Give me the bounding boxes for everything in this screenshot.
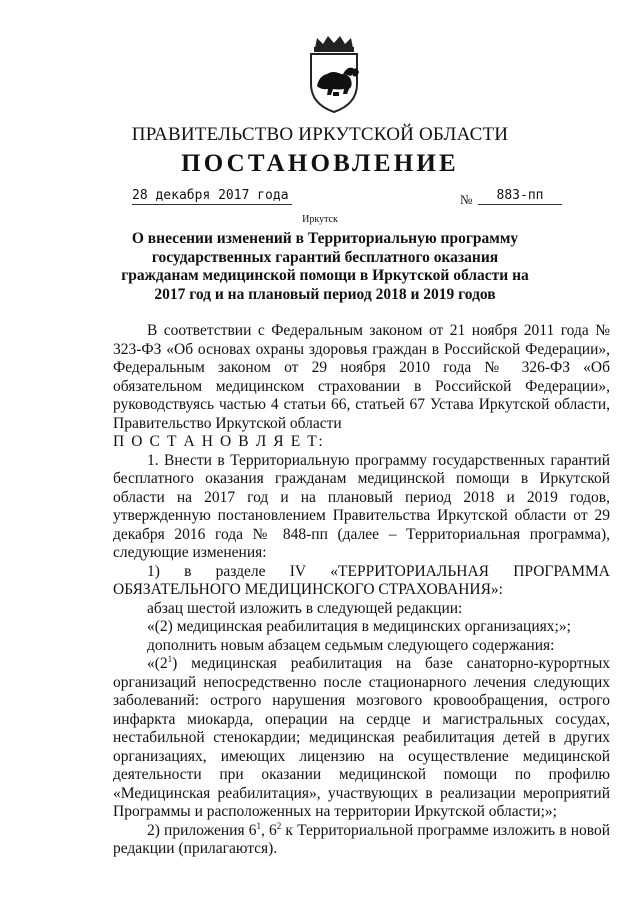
text-part: к Территориальной программе изложить в новой редакции (прилагаются). [113,821,611,857]
preamble-paragraph: В соответствии с Федеральным законом от 21 ноября 2011 года № 323-ФЗ «Об основах охраны здоровья граждан в Российской Федерации», Федеральным законом от 29 ноября 2010 года № 326-ФЗ «Об обязательном медицинском страховании в Российской Федерации», руководствуясь частью 4 статьи 66, статьей 67 Устава Иркутской области, Правительство Иркутской области [113,322,610,432]
document-body [113,322,610,859]
resolves-heading: П О С Т А Н О В Л Я Е Т: [113,433,325,450]
paragraph-quote-2-1 [113,655,610,822]
text-part: , 6 [261,821,277,839]
subitem-word: в [184,562,192,580]
quote-open: «(2 [147,655,168,672]
superscript: 1 [256,820,261,831]
subitem-word: IV [289,562,307,580]
city-name: Иркутск [302,214,338,225]
document-type-heading: ПОСТАНОВЛЕНИЕ [181,150,459,177]
paragraph-item-2 [113,822,610,859]
superscript: 1 [167,653,173,664]
paragraph-quote-2: «(2) медицинская реабилитация в медицинских организациях;»; [147,618,571,635]
subitem-1-line [113,563,610,582]
quote-text: ) медицинская реабилитация на базе санаторно-курортных организаций непосредственно после стационарного лечения следующих заболеваний: острого нарушения мозгового кровообращения, острого инфаркта миокарда, операции на сердце и магистральных сосудах, нестабильной стенокардии; медицинская реабилитация детей в других организациях, имеющих лицензию на осуществление медицинской деятельности при оказании медицинской помощи по профилю «Медицинская реабилитация», участвующих в реализации мероприятий Программы и расположенных на территории Иркутской области;»; [113,655,610,820]
paragraph-item-1: 1. Внести в Территориальную программу государственных гарантий бесплатного оказания гражданам медицинской помощи в Иркутской области на 2017 год и на плановый период 2018 и 2019 годов, утвержденную постановлением Правительства Иркутской области от 29 декабря 2016 года № 848-пп (далее – Территориальная программа), следующие изменения: [113,451,610,561]
subitem-word: «ТЕРРИТОРИАЛЬНАЯ [330,562,490,580]
paragraph-add-seventh: дополнить новым абзацем седьмым следующего содержания: [147,636,555,654]
number-sign: № [460,192,473,207]
superscript: 2 [276,820,282,831]
paragraph-sixth: абзац шестой изложить в следующей редакции: [147,599,463,617]
document-title: О внесении изменений в Территориальную программу государственных гарантий бесплатного оказания гражданам медицинской помощи в Иркутской области на 2017 год и на плановый период 2018 и 2019 годов [121,230,529,303]
subitem-1-continuation: ОБЯЗАТЕЛЬНОГО МЕДИЦИНСКОГО СТРАХОВАНИЯ»: [113,581,503,598]
decree-number: 883-пп [478,188,562,205]
subitem-word: разделе [215,562,266,580]
decree-date: 28 декабря 2017 года [132,188,292,205]
coat-of-arms-emblem [299,34,369,114]
text-part: 2) приложения 6 [147,821,257,839]
subitem-number: 1) [147,562,160,580]
government-name: ПРАВИТЕЛЬСТВО ИРКУТСКОЙ ОБЛАСТИ [131,124,509,145]
subitem-word: ПРОГРАММА [513,562,610,580]
